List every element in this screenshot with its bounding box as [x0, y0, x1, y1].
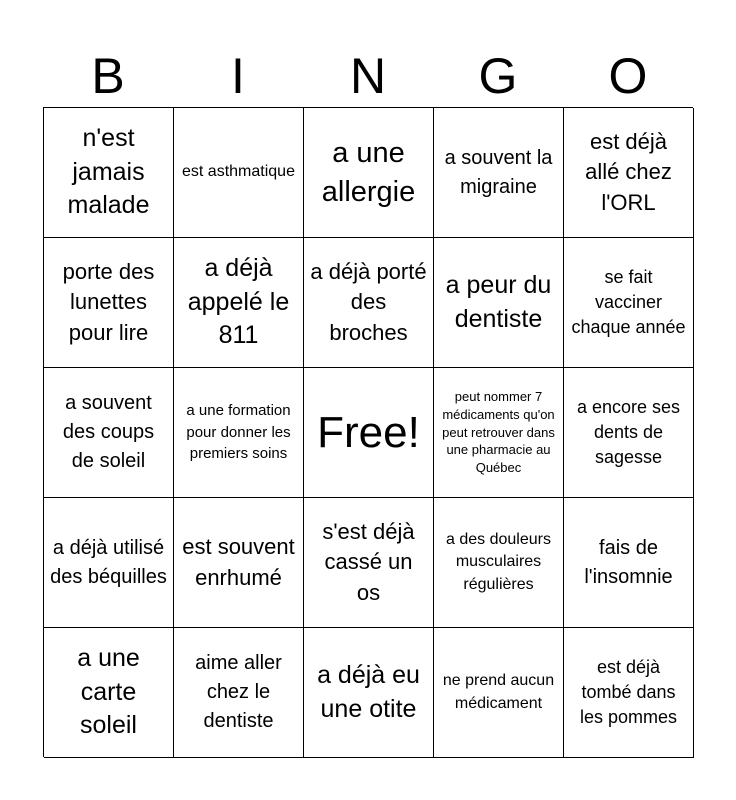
bingo-cell-r5c2[interactable]: aime aller chez le dentiste	[174, 628, 304, 758]
header-letter-n: N	[349, 48, 387, 104]
free-space[interactable]: Free!	[304, 368, 434, 498]
bingo-cell-r5c3[interactable]: a déjà eu une otite	[304, 628, 434, 758]
bingo-cell-r4c2[interactable]: est souvent enrhumé	[174, 498, 304, 628]
bingo-cell-r2c4[interactable]: a peur du dentiste	[434, 238, 564, 368]
bingo-cell-r3c4[interactable]: peut nommer 7 médicaments qu'on peut retrouver dans une pharmacie au Québec	[434, 368, 564, 498]
bingo-cell-r1c5[interactable]: est déjà allé chez l'ORL	[564, 108, 694, 238]
bingo-cell-r2c5[interactable]: se fait vacciner chaque année	[564, 238, 694, 368]
bingo-cell-r5c4[interactable]: ne prend aucun médicament	[434, 628, 564, 758]
header-letter-i: I	[231, 48, 245, 104]
header-letter-b: B	[91, 48, 125, 104]
bingo-cell-r1c3[interactable]: a une allergie	[304, 108, 434, 238]
bingo-cell-r4c1[interactable]: a déjà utilisé des béquilles	[44, 498, 174, 628]
header-letter-o: O	[608, 48, 648, 104]
bingo-cell-r4c5[interactable]: fais de l'insomnie	[564, 498, 694, 628]
bingo-cell-r1c4[interactable]: a souvent la migraine	[434, 108, 564, 238]
bingo-grid	[43, 107, 693, 757]
bingo-cell-r3c2[interactable]: a une formation pour donner les premiers soins	[174, 368, 304, 498]
bingo-header	[43, 46, 693, 106]
bingo-cell-r3c5[interactable]: a encore ses dents de sagesse	[564, 368, 694, 498]
header-letter-g: G	[478, 48, 518, 104]
bingo-cell-r4c3[interactable]: s'est déjà cassé un os	[304, 498, 434, 628]
bingo-cell-r1c2[interactable]: est asthmatique	[174, 108, 304, 238]
bingo-cell-r2c3[interactable]: a déjà porté des broches	[304, 238, 434, 368]
bingo-cell-r5c1[interactable]: a une carte soleil	[44, 628, 174, 758]
bingo-cell-r1c1[interactable]: n'est jamais malade	[44, 108, 174, 238]
bingo-cell-r3c1[interactable]: a souvent des coups de soleil	[44, 368, 174, 498]
bingo-cell-r2c1[interactable]: porte des lunettes pour lire	[44, 238, 174, 368]
bingo-cell-r2c2[interactable]: a déjà appelé le 811	[174, 238, 304, 368]
bingo-cell-r4c4[interactable]: a des douleurs musculaires régulières	[434, 498, 564, 628]
bingo-cell-r5c5[interactable]: est déjà tombé dans les pommes	[564, 628, 694, 758]
